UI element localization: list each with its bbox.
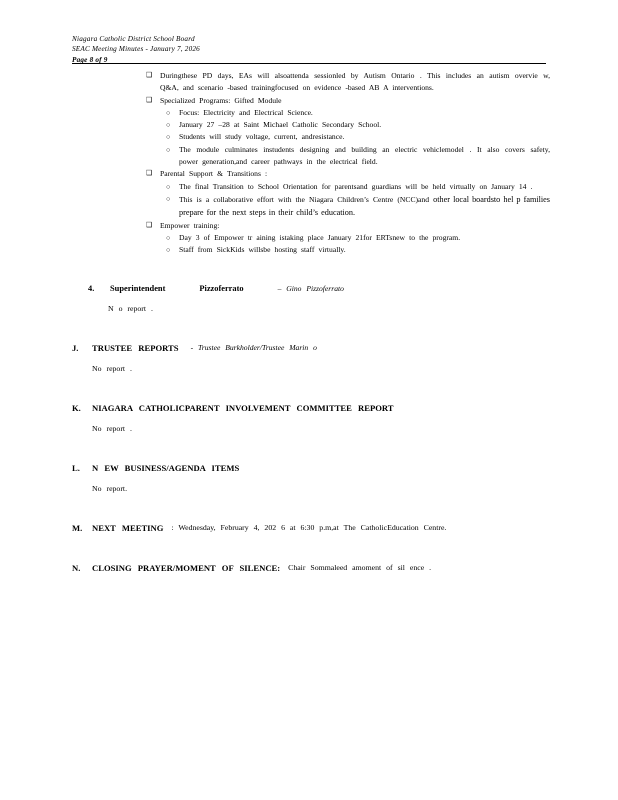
gifted-module-sublist: [72, 107, 550, 168]
bullet-text-pd-days: Duringthese PD days, EAs will alsoattenda sessionled by Autism Ontario . This includes an autism overvie w, Q&A, and scenario -based trainingfocused on evidence -based AB A interventions.: [160, 71, 550, 93]
section-l-letter: L.: [72, 463, 80, 474]
circle-bullet-icon: ○: [166, 182, 171, 191]
bullet-text-gifted-module: Specialized Programs: Gifted Module: [160, 95, 282, 105]
bullet-text-transition-orientation: The final Transition to School Orientation for parentsand guardians will be held virtually on January 14 .: [179, 181, 533, 191]
section-m-letter: M.: [72, 523, 83, 534]
header-line-meeting: SEAC Meeting Minutes - January 7, 2026: [72, 45, 200, 54]
section-n-details: Chair Sommaleed amoment of sil ence .: [288, 563, 432, 573]
section-k-letter: K.: [72, 403, 81, 414]
bullet-text-january-dates: January 27 –28 at Saint Michael Catholic Secondary School.: [179, 120, 382, 130]
section-l-body: No report.: [92, 484, 128, 494]
bullet-text-focus: Focus: Electricity and Electrical Science.: [179, 107, 313, 117]
ncc-line-part2: other local boardsto hel p families prepare for the next steps in their child’s education.: [179, 194, 550, 218]
list-item: [146, 70, 550, 95]
section-m-details: : Wednesday, February 4, 202 6 at 6:30 p.m,at The CatholicEducation Centre.: [171, 523, 447, 533]
ncc-line-part1: This is a collaborative effort with the Niagara Children’s Centre (NCC)and: [179, 194, 430, 204]
list-item: [146, 168, 550, 180]
section-4-heading: [88, 284, 550, 293]
bullet-text-students-study: Students will study voltage, current, andresistance.: [179, 132, 345, 142]
header-line-page: Page 8 of 9: [72, 55, 108, 64]
section-4-attribution: – Gino Pizzoferrato: [277, 284, 344, 294]
empower-training-sublist: [72, 232, 550, 257]
section-n-heading: [72, 563, 550, 573]
page-header: [72, 34, 552, 65]
square-bullet-icon: ❑: [146, 220, 153, 229]
document-body: [72, 70, 550, 573]
list-item: [166, 131, 550, 143]
section-m-title: NEXT MEETING: [92, 523, 164, 534]
section-l-heading: [72, 463, 550, 473]
section-4-title: Superintendent: [110, 284, 166, 294]
circle-bullet-icon: ○: [166, 194, 171, 203]
circle-bullet-icon: ○: [166, 108, 171, 117]
circle-bullet-icon: ○: [166, 233, 171, 242]
list-item: [166, 144, 550, 169]
section-j-letter: J.: [72, 343, 79, 354]
bullet-text-day3-empower: Day 3 of Empower tr aining istaking place January 21for ERTsnew to the program.: [179, 232, 461, 242]
section-m-heading: [72, 523, 550, 533]
section-k-heading: [72, 403, 550, 413]
header-line-board: Niagara Catholic District School Board: [72, 35, 195, 43]
square-bullet-icon: ❑: [146, 71, 153, 79]
section-j-body: No report .: [92, 364, 132, 374]
parental-support-sublist: [72, 181, 550, 220]
square-bullet-icon: ❑: [146, 169, 153, 178]
section-k-title: NIAGARA CATHOLICPARENT INVOLVEMENT COMMITTEE REPORT: [92, 403, 394, 414]
list-item: [166, 181, 550, 193]
section-4-name: Pizzoferrato: [199, 284, 244, 294]
circle-bullet-icon: ○: [166, 121, 171, 130]
bullet-text-module-culminates: The module culminates instudents designing and building an electric vehiclemodel . It also covers safety, power generation,and career pathways in the electrical field.: [179, 144, 550, 167]
list-item: [166, 119, 550, 131]
bullet-text-collaborative-effort: [179, 193, 550, 220]
section-l-title: N EW BUSINESS/AGENDA ITEMS: [92, 463, 240, 474]
list-item: [166, 193, 550, 220]
section-k-body: No report .: [92, 424, 132, 434]
section-j-title: TRUSTEE REPORTS: [92, 343, 179, 354]
circle-bullet-icon: ○: [166, 145, 171, 154]
header-divider: [72, 63, 546, 64]
section-n-letter: N.: [72, 563, 81, 574]
circle-bullet-icon: ○: [166, 246, 171, 255]
bullet-text-sickkids-staff: Staff from SickKids willsbe hosting staff virtually.: [179, 245, 346, 255]
list-item: [146, 220, 550, 232]
list-item: [166, 244, 550, 256]
circle-bullet-icon: ○: [166, 133, 171, 142]
list-item: [166, 232, 550, 244]
square-bullet-icon: ❑: [146, 95, 153, 104]
section-4-number: 4.: [88, 284, 95, 294]
section-4-body: N o report .: [108, 304, 153, 314]
minutes-bullet-list: [72, 70, 550, 256]
bullet-text-parental-support: Parental Support & Transitions :: [160, 169, 268, 179]
list-item: [146, 95, 550, 107]
section-n-title: CLOSING PRAYER/MOMENT OF SILENCE:: [92, 563, 281, 574]
section-j-attribution: - Trustee Burkholder/Trustee Marin o: [190, 343, 317, 353]
list-item: [166, 107, 550, 119]
section-j-heading: [72, 343, 550, 353]
bullet-text-empower-training: Empower training:: [160, 220, 220, 230]
